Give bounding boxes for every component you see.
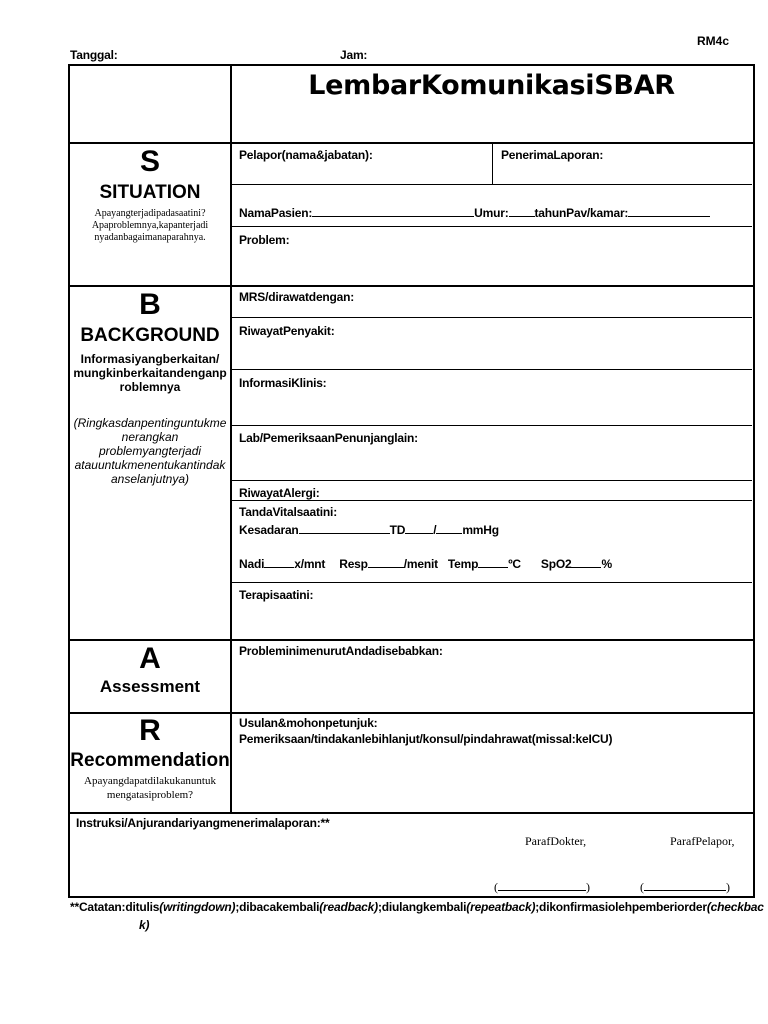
consciousness-field[interactable]: [299, 521, 390, 534]
background-note: (Ringkasdanpentinguntukme nerangkan problemyangterjadi atauuntukmenentukantindak anselanjutnya): [73, 416, 227, 486]
situation-desc: Apayangterjadipadasaatini? Apaproblemnya,kapanterjadi nyadanbagaimanaparahnya.: [91, 208, 209, 243]
s-divider-2: [231, 226, 752, 227]
resp-unit: /menit: [403, 557, 438, 571]
recommendation-line-1: Usulan&mohonpetunjuk:: [239, 716, 378, 730]
situation-title: SITUATION: [99, 182, 201, 203]
instruction-label: Instruksi/Anjurandariyangmenerimalaporan:**: [76, 816, 330, 830]
problem-label: Problem:: [239, 233, 290, 247]
td-slash: /: [433, 523, 437, 537]
background-letter: B: [139, 288, 161, 321]
reporter-sign-line: [644, 878, 726, 891]
doctor-paren-open: (: [494, 880, 498, 894]
receiver-label: PenerimaLaporan:: [501, 148, 604, 162]
background-title: BACKGROUND: [80, 325, 220, 346]
age-label: Umur:: [474, 206, 509, 220]
date-label: Tanggal:: [70, 48, 118, 62]
therapy-label: Terapisaatini:: [239, 588, 314, 602]
reporter-sign-field[interactable]: [640, 878, 730, 895]
assessment-title: Assessment: [99, 677, 201, 696]
pulse-field[interactable]: [264, 555, 294, 568]
patient-line: [239, 204, 710, 220]
temp-label: Temp: [447, 557, 479, 571]
resp-label: Resp: [339, 557, 368, 571]
vitals-line-2: [239, 555, 612, 571]
recommendation-letter: R: [139, 714, 161, 747]
b-divider-1: [231, 317, 752, 318]
background-desc: Informasiyangberkaitan/ mungkinberkaitandenganp roblemnya: [73, 352, 227, 394]
mrs-label: MRS/dirawatdengan:: [239, 290, 355, 304]
reporter-label: Pelapor(nama&jabatan):: [239, 148, 373, 162]
situation-letter: S: [139, 145, 160, 178]
form-title: LembarKomunikasiSBAR: [308, 70, 675, 101]
recommendation-desc: Apayangdapatdilakukanuntuk mengatasiproblem?: [84, 775, 216, 801]
section-divider-sb: [68, 285, 753, 287]
patient-name-field[interactable]: [312, 204, 474, 217]
consciousness-line: [239, 521, 499, 537]
doctor-paren-close: ): [586, 880, 590, 894]
lab-label: Lab/PemeriksaanPenunjanglain:: [239, 431, 418, 445]
resp-field[interactable]: [368, 555, 404, 568]
b-divider-5: [231, 500, 752, 501]
consciousness-label: Kesadaran: [239, 523, 299, 537]
td-label: TD: [389, 523, 406, 537]
receiver-divider: [492, 143, 493, 185]
s-divider-1: [231, 184, 752, 185]
doctor-sign-line: [498, 878, 586, 891]
footnote: **Catatan:ditulis(writingdown);dibacakembali(readback);diulangkembali(repeatback);dikonfirmasiolehpemberiorder(checkbac: [70, 900, 764, 914]
allergy-label: RiwayatAlergi:: [239, 486, 320, 500]
spo2-unit: %: [601, 557, 612, 571]
section-divider-ba: [68, 639, 753, 641]
year-room-label: tahunPav/kamar:: [534, 206, 629, 220]
time-label: Jam:: [340, 48, 368, 62]
room-field[interactable]: [628, 204, 710, 217]
footnote-continuation: k): [139, 918, 150, 932]
temp-unit: ºC: [508, 557, 521, 571]
recommendation-title: Recommendation: [70, 750, 230, 771]
reporter-sign-label: ParafPelapor,: [670, 834, 735, 848]
b-divider-4: [231, 480, 752, 481]
column-divider: [230, 64, 232, 814]
mmhg-label: mmHg: [462, 523, 499, 537]
assessment-letter: A: [139, 642, 161, 675]
history-label: RiwayatPenyakit:: [239, 324, 335, 338]
b-divider-3: [231, 425, 752, 426]
td-diastolic-field[interactable]: [436, 521, 462, 534]
doctor-sign-field[interactable]: [494, 878, 590, 895]
clinical-label: InformasiKlinis:: [239, 376, 327, 390]
section-divider-ri: [68, 812, 753, 814]
spo2-field[interactable]: [571, 555, 601, 568]
b-divider-2: [231, 369, 752, 370]
td-systolic-field[interactable]: [405, 521, 433, 534]
reporter-paren-close: ): [726, 880, 730, 894]
recommendation-line-2: Pemeriksaan/tindakanlebihlanjut/konsul/pindahrawat(missal:keICU): [239, 732, 613, 746]
assessment-problem-label: ProbleminimenurutAndadisebabkan:: [239, 644, 443, 658]
vitals-label: TandaVitalsaatini:: [239, 505, 337, 519]
patient-label: NamaPasien:: [239, 206, 313, 220]
temp-field[interactable]: [478, 555, 508, 568]
form-code: RM4c: [697, 34, 730, 48]
b-divider-6: [231, 582, 752, 583]
spo2-label: SpO2: [540, 557, 572, 571]
reporter-paren-open: (: [640, 880, 644, 894]
pulse-label: Nadi: [239, 557, 265, 571]
age-field[interactable]: [509, 204, 535, 217]
pulse-unit: x/mnt: [294, 557, 326, 571]
title-divider: [68, 142, 753, 144]
doctor-sign-label: ParafDokter,: [525, 834, 587, 848]
